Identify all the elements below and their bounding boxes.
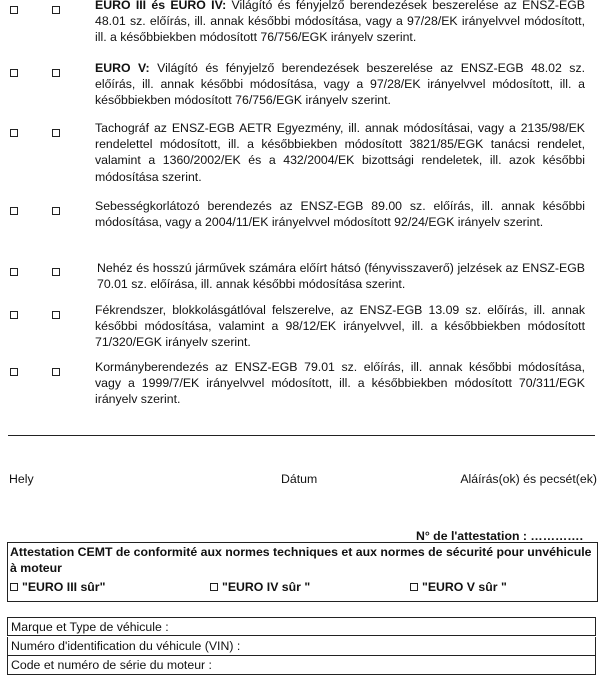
option-euro-iii[interactable]: "EURO III sûr" <box>10 580 105 594</box>
place-label: Hely <box>9 472 34 486</box>
checkbox[interactable] <box>10 207 18 215</box>
attestation-box <box>7 542 598 602</box>
requirement-text: EURO III és EURO IV: Világító és fényjelző berendezések beszerelése az ENSZ-EGB 48.01 sz. előírás, ill. annak későbbi módosítása, vagy a 97/28/EK irányelvvel módosított, ill. a későbbiekben módosított 76/756/EGK irányelv szerint. <box>95 0 585 45</box>
checkbox[interactable] <box>10 69 18 77</box>
checkbox[interactable] <box>10 311 18 319</box>
checkbox[interactable] <box>10 6 18 14</box>
option-euro-iv[interactable]: "EURO IV sûr " <box>210 580 310 594</box>
signature-label: Aláírás(ok) és pecsét(ek) <box>460 472 597 486</box>
checkbox[interactable] <box>410 583 418 591</box>
engine-code-field[interactable]: Code et numéro de série du moteur : <box>7 656 596 675</box>
requirement-text: EURO V: Világító és fényjelző berendezések beszerelése az ENSZ-EGB 48.02 sz. előírás, ill. annak későbbi módosítása, vagy a 97/28/EK irányelvvel módosított, ill. a későbbiekben módosított 76/756/EGK irányelv szerint. <box>95 61 586 108</box>
checkbox[interactable] <box>10 368 18 376</box>
option-euro-v[interactable]: "EURO V sûr " <box>410 580 507 594</box>
attestation-title: Attestation CEMT de conformité aux normes techniques et aux normes de sécurité pour unvéhicule à moteur <box>10 545 592 575</box>
checkbox[interactable] <box>52 311 60 319</box>
checkbox[interactable] <box>52 6 60 14</box>
checkbox[interactable] <box>210 583 218 591</box>
date-label: Dátum <box>281 472 318 486</box>
checkbox[interactable] <box>52 129 60 137</box>
attestation-number[interactable]: N° de l'attestation : …………. <box>415 529 583 543</box>
vehicle-make-field[interactable]: Marque et Type de véhicule : <box>7 617 596 636</box>
requirement-text: Tachográf az ENSZ-EGB AETR Egyezmény, ill. annak módosításai, vagy a 2135/98/EK rendelettel módosított, ill. a későbbiekben módosított 3821/85/EGK tanácsi rendelet, valamint a 1360/2002/EK és a 432/2004/EK bizottsági rendeletek, ill. azok későbbi módosítása szerint. <box>95 121 585 184</box>
vin-field[interactable]: Numéro d'identification du véhicule (VIN) : <box>7 637 596 656</box>
requirement-text: Nehéz és hosszú járművek számára előírt hátsó (fényvisszaverő) jelzések az ENSZ-EGB 70.01 sz. előírása, ill. annak későbbi módosítása szerint. <box>97 261 585 292</box>
checkbox[interactable] <box>52 69 60 77</box>
checkbox[interactable] <box>52 368 60 376</box>
checkbox[interactable] <box>10 129 18 137</box>
checkbox[interactable] <box>52 268 60 276</box>
checkbox[interactable] <box>10 583 18 591</box>
requirement-text: Sebességkorlátozó berendezés az ENSZ-EGB 89.00 sz. előírás, ill. annak későbbi módosítása, vagy a 2004/11/EK irányelvvel módosított 92/24/EGK irányelv szerint. <box>95 199 585 230</box>
requirement-text: Fékrendszer, blokkolásgátlóval felszerelve, az ENSZ-EGB 13.09 sz. előírás, ill. annak későbbi módosítása, valamint a 98/12/EK irányelvvel, ill. a későbbiekben módosított 71/320/EGK irányelv szerint. <box>95 303 585 350</box>
checkbox[interactable] <box>52 207 60 215</box>
checkbox[interactable] <box>10 268 18 276</box>
divider <box>8 435 595 436</box>
requirement-text: Kormányberendezés az ENSZ-EGB 79.01 sz. előírás, ill. annak későbbi módosítása, vagy a 1999/7/EK irányelvvel módosított, ill. a későbbiekben módosított 70/311/EGK irányelv szerint. <box>95 360 585 407</box>
